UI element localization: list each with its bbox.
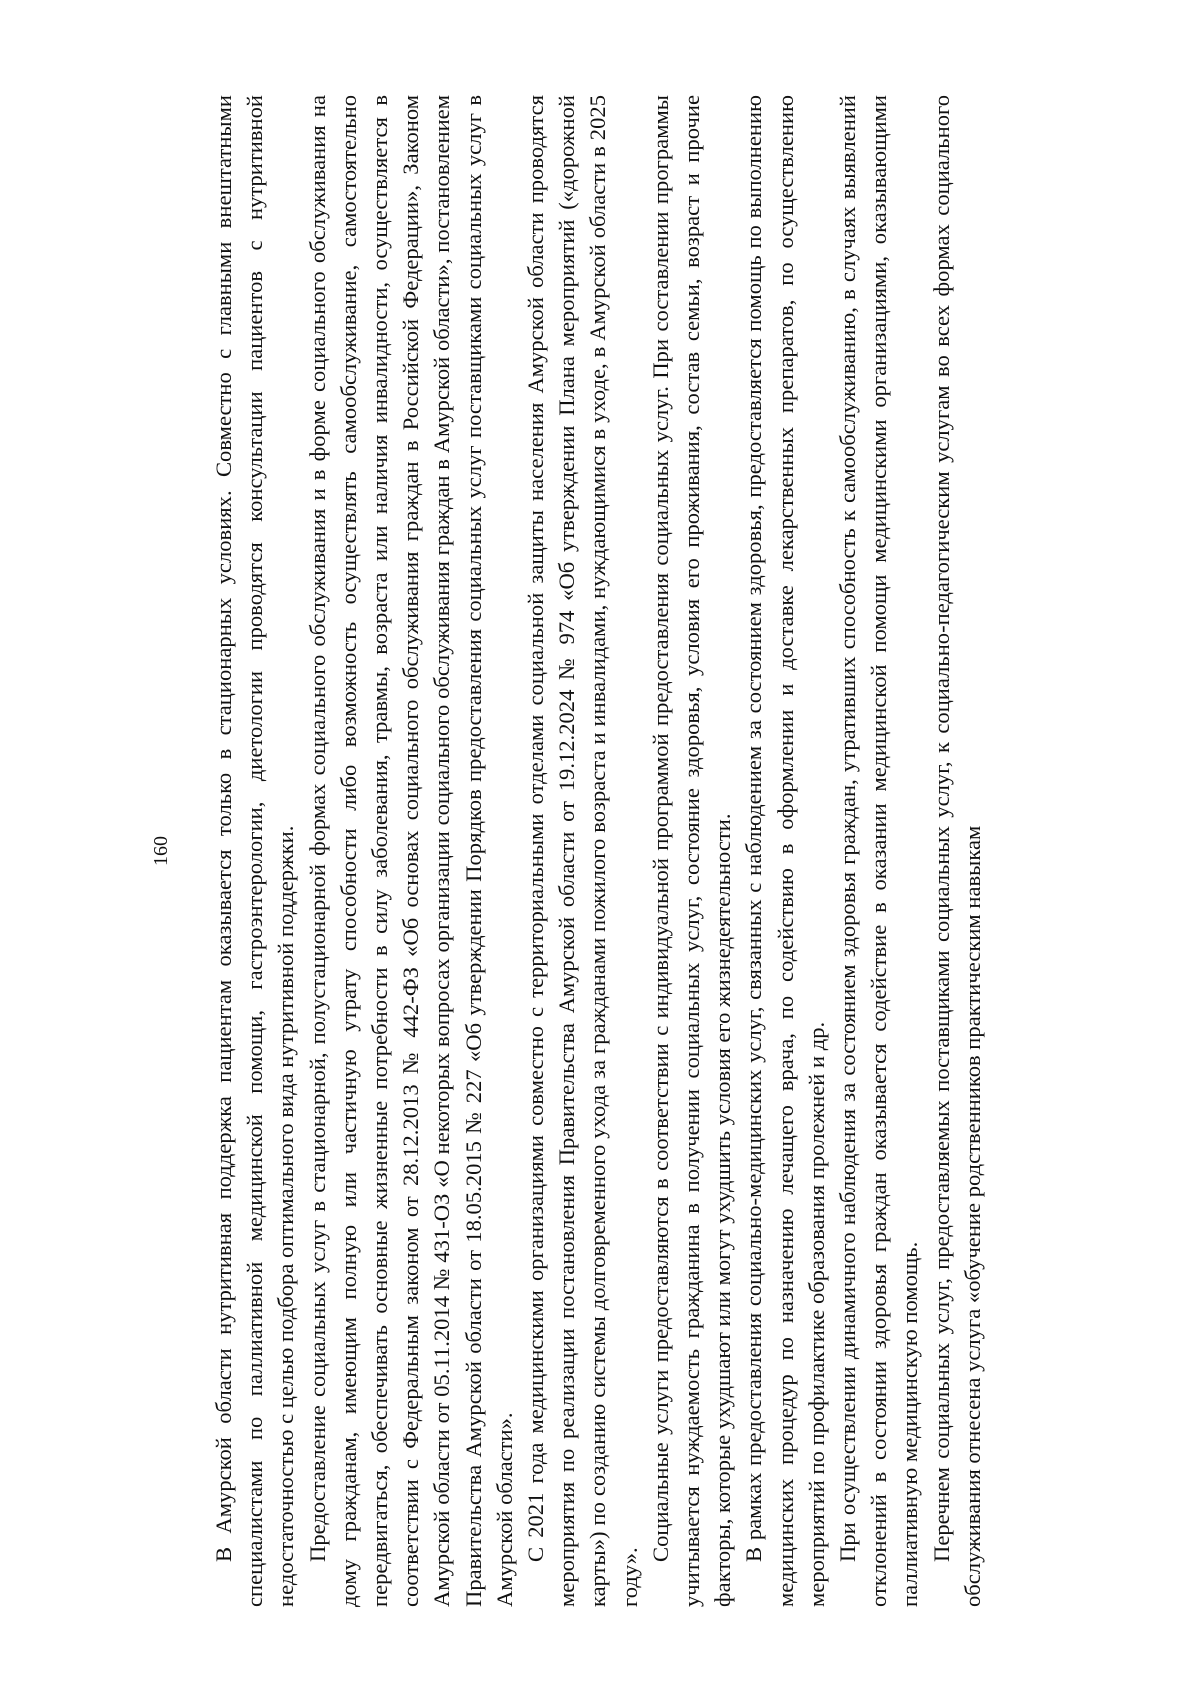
document-body xyxy=(208,95,988,1607)
paragraph-road-map: С 2021 года медицинскими организациями совместно с территориальными отделами социальной защиты населения Амурской области проводятся мероприятия по реализации постановления Правительства Амурской области от 19.12.2024 № 974 «Об утверждении Плана мероприятий («дорожной карты») по созданию системы долговременного ухода за гражданами пожилого возраста и инвалидами, нуждающимися в уходе, в Амурской области в 2025 году». xyxy=(523,95,642,1607)
paragraph-nutritive-support: В Амурской области нутритивная поддержка пациентам оказывается только в стационарных условиях. Совместно с главными внештатными специалистами по паллиативной медицинской помощи, гастроэнтерологии, диетологии проводятся консультации пациентов с нутритивной недостаточностью с целью подбора оптимального вида нутритивной поддержки. xyxy=(211,95,299,1607)
paragraph-dynamic-observation: При осуществлении динамичного наблюдения за состоянием здоровья граждан, утративших способность к самообслуживанию, в случаях выявлений отклонений в состоянии здоровья граждан оказывается содействие в оказании медицинской помощи медицинскими организациями, оказывающими паллиативную медицинскую помощь. xyxy=(835,95,923,1607)
page-number: 160 xyxy=(150,836,172,866)
paragraph-individual-program: Социальные услуги предоставляются в соответствии с индивидуальной программой предоставления социальных услуг. При составлении программы учитывается нуждаемость гражданина в получении социальных услуг, состояние здоровья, условия его проживания, состав семьи, возраст и прочие факторы, которые ухудшают или могут ухудшить условия его жизнедеятельности. xyxy=(647,95,736,1607)
paragraph-social-services-law: Предоставление социальных услуг в стационарной, полустационарной формах социального обслуживания и в форме социального обслуживания на дому гражданам, имеющим полную или частичную утрату способности либо возможность осуществлять самообслуживание, самостоятельно передвигаться, обеспечивать основные жизненные потребности в силу заболевания, травмы, возраста или наличия инвалидности, осуществляется в соответствии с Федеральным законом от 28.12.2013 № 442-ФЗ «Об основах социального обслуживания граждан в Российской Федерации», Законом Амурской области от 05.11.2014 № 431-ОЗ «О некоторых вопросах организации социального обслуживания граждан в Амурской области», постановлением Правительства Амурской области от 18.05.2015 № 227 «Об утверждении Порядков предоставления социальных услуг поставщиками социальных услуг в Амурской области». xyxy=(304,95,517,1607)
rotated-text-frame xyxy=(150,91,1050,1611)
paragraph-services-list: Перечнем социальных услуг, предоставляемых поставщиками социальных услуг, к социально-педагогическим услугам во всех формах социального обслуживания отнесена услуга «обучение родственников практическим навыкам xyxy=(928,95,985,1607)
paragraph-medical-services: В рамках предоставления социально-медицинских услуг, связанных с наблюдением за состоянием здоровья, предоставляется помощь по выполнению медицинских процедур по назначению лечащего врача, по содействию в оформлении и доставке лекарственных препаратов, по осуществлению мероприятий по профилактике образования пролежней и др. xyxy=(741,95,829,1607)
